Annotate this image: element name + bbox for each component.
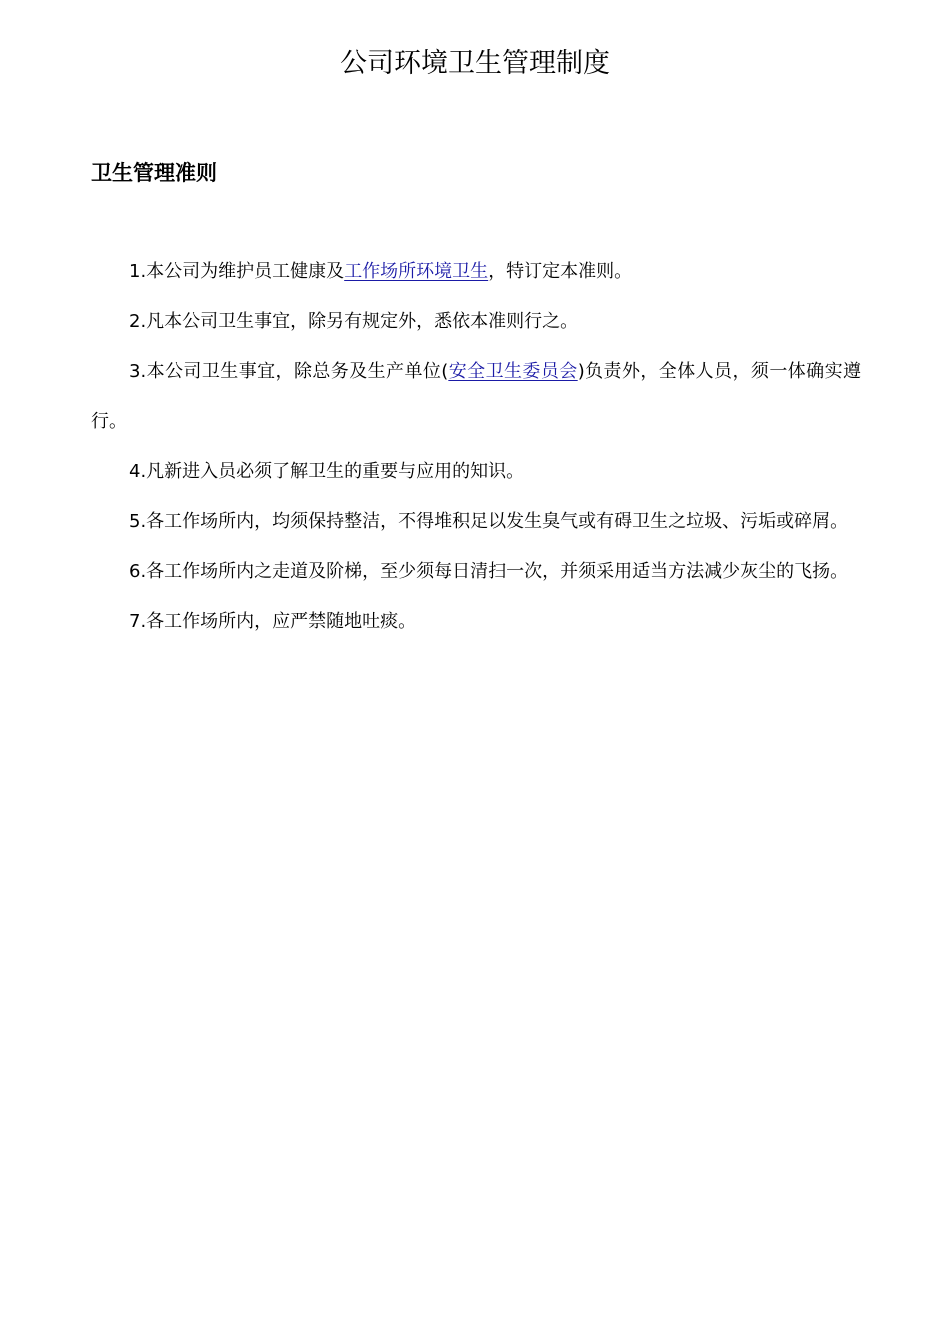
rule-item-3 [91, 347, 861, 447]
rule-text: 7.各工作场所内，应严禁随地吐痰。 [129, 611, 417, 632]
rule-link[interactable]: 工作场所环境卫生 [344, 261, 489, 282]
rule-text: 5.各工作场所内，均须保持整洁，不得堆积足以发生臭气或有碍卫生之垃圾、污垢或碎屑。 [129, 511, 849, 532]
rule-text: 4.凡新进入员必须了解卫生的重要与应用的知识。 [129, 461, 525, 482]
rule-text: 3.本公司卫生事宜，除总务及生产单位( [129, 361, 449, 382]
rule-text: 2.凡本公司卫生事宜，除另有规定外，悉依本准则行之。 [129, 311, 579, 332]
rule-item-2 [91, 297, 861, 347]
rule-text-after: )负责外，全体人员，须一体确实遵行。 [91, 361, 861, 432]
rule-item-7 [91, 597, 861, 647]
rule-item-4 [91, 447, 861, 497]
rules-list [91, 247, 861, 647]
document-title: 公司环境卫生管理制度 [340, 48, 610, 79]
rule-text: 6.各工作场所内之走道及阶梯，至少须每日清扫一次，并须采用适当方法减少灰尘的飞扬。 [129, 561, 849, 582]
rule-item-5 [91, 497, 861, 547]
rule-link[interactable]: 安全卫生委员会 [448, 361, 578, 382]
rule-item-6 [91, 547, 861, 597]
rule-text: 1.本公司为维护员工健康及 [129, 261, 345, 282]
rule-text-after: ，特订定本准则。 [488, 261, 633, 282]
rule-item-1 [91, 247, 861, 297]
section-heading: 卫生管理准则 [91, 161, 217, 185]
